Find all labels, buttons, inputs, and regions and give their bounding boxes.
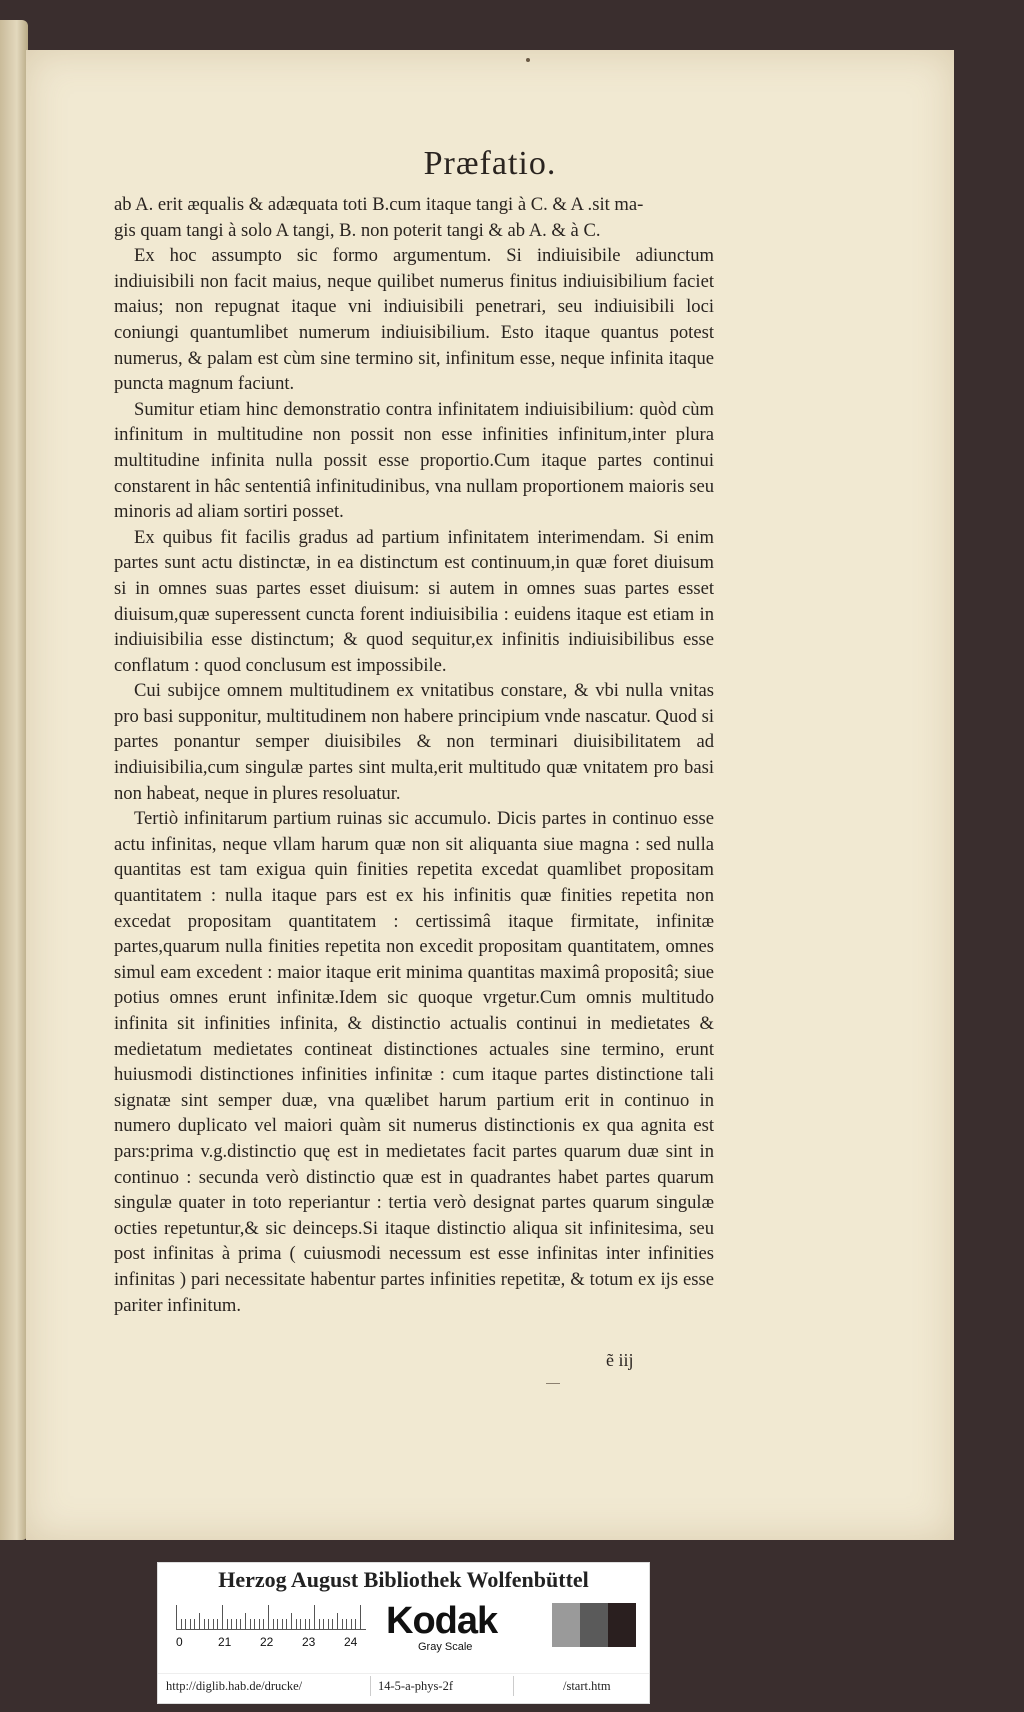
ruler-tick <box>245 1613 246 1629</box>
gray-scale-swatches <box>552 1603 636 1647</box>
ruler-tick <box>259 1619 260 1629</box>
ruler-tick <box>194 1619 195 1629</box>
ruler-tick <box>222 1605 223 1629</box>
ruler-tick <box>351 1619 352 1629</box>
ruler-tick <box>208 1619 209 1629</box>
adjacent-page-edge <box>0 20 28 1540</box>
ruler-tick <box>355 1619 356 1629</box>
ruler-tick <box>254 1619 255 1629</box>
ruler-tick <box>268 1605 269 1629</box>
ruler-tick <box>360 1605 361 1629</box>
ruler <box>176 1603 366 1630</box>
ruler-tick <box>250 1619 251 1629</box>
ruler-tick <box>185 1619 186 1629</box>
ruler-tick <box>176 1605 177 1629</box>
gray-scale-label: Gray Scale <box>418 1641 473 1653</box>
body-text <box>114 192 714 1318</box>
url-base: http://diglib.hab.de/drucke/ <box>166 1679 303 1693</box>
page-heading: Præfatio. <box>423 145 557 182</box>
ruler-tick <box>217 1619 218 1629</box>
ruler-tick <box>190 1619 191 1629</box>
library-name: Herzog August Bibliothek Wolfenbüttel <box>218 1567 589 1592</box>
ruler-tick <box>227 1619 228 1629</box>
page-mark <box>546 1383 560 1384</box>
ruler-number: 23 <box>302 1635 316 1649</box>
paragraph: ab A. erit æqualis & adæquata toti B.cum itaque tangi à C. & A .sit ma- <box>114 194 644 215</box>
ruler-tick <box>342 1619 343 1629</box>
ruler-number: 22 <box>260 1635 274 1649</box>
divider <box>513 1676 514 1696</box>
paragraph: gis quam tangi à solo A tangi, B. non poterit tangi & ab A. & à C. <box>114 219 601 241</box>
book-page <box>26 50 954 1540</box>
ruler-tick <box>282 1619 283 1629</box>
ruler-tick <box>314 1605 315 1629</box>
ruler-tick <box>291 1613 292 1629</box>
ruler-tick <box>204 1619 205 1629</box>
ruler-number: 0 <box>176 1635 183 1649</box>
paragraph: Ex hoc assumpto sic formo argumentum. Si indiuisibile adiunctum indiuisibili non facit maius, neque quilibet numerus finitus indiuisibilium faciet maius; non repugnat itaque vni indiuisibili penetrari, seu indiuisibili loci coniungi quantumlibet numerum indiuisibilium. Esto itaque quantus potest numerus, & palam est cùm sine termino sit, infinitum esse, neque infinita itaque puncta magnum faciunt. <box>114 245 714 395</box>
ruler-tick <box>337 1613 338 1629</box>
ruler-tick <box>240 1619 241 1629</box>
ruler-number: 21 <box>218 1635 232 1649</box>
ruler-tick <box>181 1619 182 1629</box>
url-start: /start.htm <box>563 1679 611 1693</box>
ruler-tick <box>323 1619 324 1629</box>
ruler-tick <box>263 1619 264 1629</box>
swatch-light <box>552 1603 580 1647</box>
ruler-number: 24 <box>344 1635 358 1649</box>
swatch-mid <box>580 1603 608 1647</box>
ruler-tick <box>199 1613 200 1629</box>
paragraph: Sumitur etiam hinc demonstratio contra infinitatem indiuisibilium: quòd cùm infinitum in multitudine non possit non esse infinities infinitum,inter plura multitudine infinita nulla possit esse proportio.Cum itaque partes continui constarent in hâc sententiâ infinitudinibus, vna nullam proportionem maioris seu minoris ad aliam sortiri posset. <box>114 398 714 523</box>
ruler-tick <box>213 1619 214 1629</box>
library-color-target <box>157 1562 650 1704</box>
paragraph: Cui subijce omnem multitudinem ex vnitatibus constare, & vbi nulla vnitas pro basi supponitur, multitudinem non habere principium vnde nascatur. Quod si partes ponantur semper diuisibiles & non terminari diuisibilitatem ad indiuisibilia,cum singulæ partes sint multa,erit multitudo quæ vnitatem pro basi non habeat, neque in plures resoluatur. <box>114 680 714 804</box>
divider <box>370 1676 371 1696</box>
ruler-tick <box>305 1619 306 1629</box>
ruler-tick <box>273 1619 274 1629</box>
paragraph: Tertiò infinitarum partium ruinas sic accumulo. Dicis partes in continuo esse actu infinitas, neque vllam harum quæ non sit aliquanta siue magna : sed nulla quantitas est tam exigua quin finities repetita excedat quamlibet propositam quantitatem : nulla itaque pars est ex his infinitis quæ finities repetita non excedat propositam quantitatem : certissimâ itaque firmitate, infinitæ partes,quarum nulla finities repetita non excedit propositam quantitatem, omnes simul eam excedent : maior itaque erit minima quantitas maximâ propositâ; siue potius omnes erunt infinitæ.Idem sic quoque vrgetur.Cum omnis multitudo infinita sit infinities infinita, & distinctio actualis continui in medietates & medietatum medietates contineat distinctiones actuales sine termino, erunt huiusmodi distinctiones infinities infinitæ : cum itaque partes distinctione tali signatæ sint semper duæ, vna quælibet harum partium erit in continuo in numero duplicato vel maiori quàm sit numerus distinctionis ex qua agnita est pars:prima v.g.distinctio quę est in medietates facit partes quarum duæ sint in continuo : secunda verò distinctio quæ est in quadrantes habet partes quarum singulæ quater in toto reperiantur : tertia verò designat partes quarum singulæ octies repetuntur,& sic deinceps.Si itaque distinctio aliqua sit infinitesima, seu post infinitas à prima ( cuiusmodi necessum est esse infinitas inter infinities infinitas ) pari necessitate habentur partes infinities repetitæ, & totum ex ijs esse pariter infinitum. <box>114 808 714 1316</box>
ruler-tick <box>236 1619 237 1629</box>
signature-mark: ẽ iij <box>606 1350 634 1370</box>
ruler-tick <box>300 1619 301 1629</box>
page-mark <box>526 58 530 62</box>
swatch-dark <box>608 1603 636 1647</box>
ruler-tick <box>309 1619 310 1629</box>
ruler-tick <box>296 1619 297 1629</box>
ruler-tick <box>328 1619 329 1629</box>
ruler-tick <box>346 1619 347 1629</box>
ruler-tick <box>231 1619 232 1629</box>
ruler-tick <box>277 1619 278 1629</box>
ruler-tick <box>319 1619 320 1629</box>
paragraph: Ex quibus fit facilis gradus ad partium infinitatem interimendam. Si enim partes sunt actu distinctæ, in ea distinctum est continuum,in quæ foret diuisum si in omnes suas partes esset diuisum: si autem in omnes suas partes esset diuisum,quæ superessent cuncta forent indiuisibilia : euidens itaque est etiam in indiuisibilia esse distinctum; & quod sequitur,ex infinitis indiuisibilibus esse conflatum : quod conclusum est impossibile. <box>114 526 714 676</box>
ruler-tick <box>332 1619 333 1629</box>
ruler-tick <box>286 1619 287 1629</box>
kodak-logo: Kodak <box>386 1600 498 1642</box>
url-row <box>158 1673 649 1698</box>
url-shelfmark: 14-5-a-phys-2f <box>378 1679 453 1693</box>
